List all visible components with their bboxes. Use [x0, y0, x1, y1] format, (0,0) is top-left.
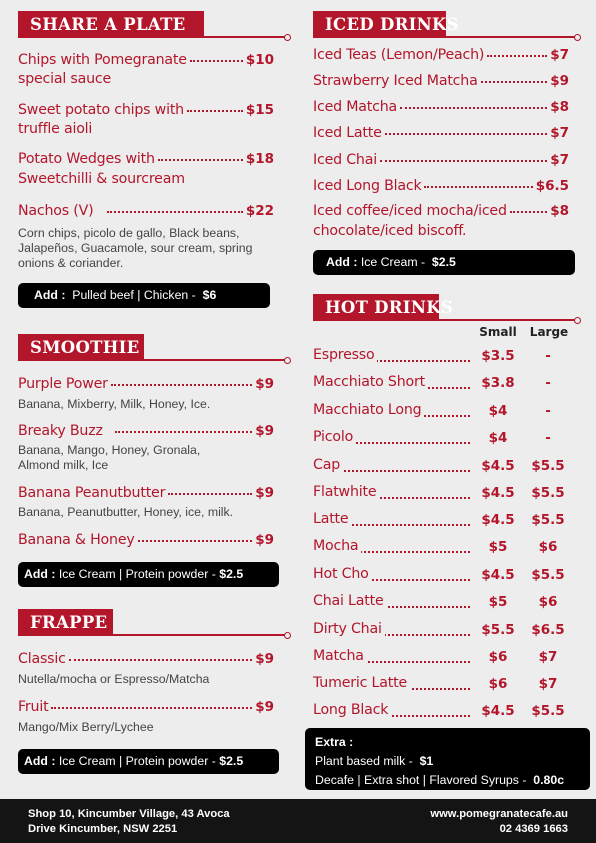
footer-address: Shop 10, Kincumber Village, 43 Avoca Drive Kincumber, NSW 2251 [28, 808, 230, 835]
menu-item-iced-latte: Iced Latte $7 [313, 125, 569, 141]
header-dot-icon [574, 34, 581, 41]
header-dot-icon [284, 357, 291, 364]
menu-item-potato-wedges-cont: Sweetchilli & sourcream [18, 171, 185, 187]
hot-drink-row [313, 374, 573, 394]
hot-drink-small-price: $3.8 [481, 375, 515, 391]
menu-item-sweet-potato: Sweet potato chips with $15 [18, 102, 274, 118]
hot-drink-name: Long Black [313, 702, 391, 718]
menu-item-purple-power-desc: Banana, Mixberry, Milk, Honey, Ice. [18, 397, 211, 411]
menu-item-iced-long-black: Iced Long Black $6.5 [313, 178, 569, 194]
hot-drink-row [313, 511, 573, 531]
hot-drink-small-price: $6 [488, 676, 508, 692]
hot-drink-small-price: $6 [488, 649, 508, 665]
hot-drink-large-price: $6 [538, 594, 558, 610]
hot-drink-name: Hot Cho [313, 566, 372, 582]
hot-drink-large-price: $5.5 [531, 485, 565, 501]
hot-drink-small-price: $4.5 [481, 485, 515, 501]
hot-drink-row [313, 538, 573, 558]
extra-line-2: Decafe | Extra shot | Flavored Syrups - 0.80c [315, 773, 565, 787]
hot-drink-row [313, 566, 573, 586]
hot-drink-row [313, 484, 573, 504]
hot-drink-large-price: $5.5 [531, 458, 565, 474]
hot-drink-name: Mocha [313, 538, 361, 554]
menu-item-iced-chai: Iced Chai $7 [313, 152, 569, 168]
hot-drink-large-price: - [545, 375, 551, 391]
hot-drinks-title: HOT DRINKS [313, 294, 439, 321]
hot-drink-small-price: $4.5 [481, 567, 515, 583]
menu-item-nachos: Nachos (V) $22 [18, 203, 274, 219]
hot-drink-small-price: $5 [488, 594, 508, 610]
iced-drinks-addon-bar: Add : Ice Cream - $2.5 [313, 250, 575, 275]
hot-drink-large-price: $5.5 [531, 512, 565, 528]
hot-drink-row [313, 621, 573, 641]
header-dot-icon [284, 34, 291, 41]
menu-item-iced-matcha: Iced Matcha $8 [313, 99, 569, 115]
footer-website-link[interactable]: www.pomegranatecafe.au [430, 808, 568, 820]
hot-drink-name: Picolo [313, 429, 356, 445]
hot-drink-name: Matcha [313, 648, 367, 664]
menu-item-chips: Chips with Pomegranate $10 [18, 52, 274, 68]
hot-drink-large-price: $5.5 [531, 567, 565, 583]
hot-drink-large-price: - [545, 430, 551, 446]
iced-drinks-header [313, 11, 459, 38]
hot-drink-large-price: $7 [538, 676, 558, 692]
hot-drink-row [313, 702, 573, 722]
smoothie-header [18, 334, 144, 361]
hot-drink-large-price: - [545, 348, 551, 364]
menu-item-strawberry-iced-matcha: Strawberry Iced Matcha $9 [313, 73, 569, 89]
hot-drink-name: Macchiato Long [313, 402, 424, 418]
iced-drinks-title: ICED DRINKS [313, 11, 446, 38]
smoothie-addon-bar: Add : Ice Cream | Protein powder - $2.5 [18, 562, 279, 587]
hot-drink-small-price: $4.5 [481, 512, 515, 528]
menu-item-classic-desc: Nutella/mocha or Espresso/Matcha [18, 672, 210, 686]
header-divider [439, 319, 576, 321]
menu-item-breaky-buzz: Breaky Buzz $9 [18, 423, 274, 439]
hot-drink-row [313, 402, 573, 422]
col-header-large: Large [529, 325, 569, 339]
hot-drink-name: Dirty Chai [313, 621, 385, 637]
hot-drink-name: Espresso [313, 347, 377, 363]
hot-drink-name: Tumeric Latte [313, 675, 410, 691]
menu-item-fruit-desc: Mango/Mix Berry/Lychee [18, 720, 154, 734]
menu-item-iced-coffee: Iced coffee/iced mocha/iced $8 [313, 203, 569, 219]
menu-item-purple-power: Purple Power $9 [18, 376, 274, 392]
hot-drink-row [313, 429, 573, 449]
share-plate-header [18, 11, 204, 38]
hot-drink-large-price: $6 [538, 539, 558, 555]
header-divider [204, 36, 286, 38]
footer-phone: 02 4369 1663 [499, 823, 568, 835]
hot-drink-name: Chai Latte [313, 593, 387, 609]
hot-drinks-header [313, 294, 454, 321]
hot-drink-small-price: $4 [488, 403, 508, 419]
menu-item-chips-cont: special sauce [18, 71, 112, 87]
hot-drink-large-price: $5.5 [531, 703, 565, 719]
share-plate-addon-bar: Add : Pulled beef | Chicken - $6 [18, 283, 270, 308]
header-divider [113, 634, 286, 636]
menu-item-nachos-desc: Corn chips, picolo de gallo, Black beans, Jalapeños, Guacamole, sour cream, spring onions & coriander. [18, 226, 253, 270]
header-dot-icon [284, 632, 291, 639]
header-dot-icon [574, 317, 581, 324]
share-plate-title: SHARE A PLATE [18, 11, 204, 38]
hot-drink-small-price: $5 [488, 539, 508, 555]
frappe-addon-bar: Add : Ice Cream | Protein powder - $2.5 [18, 749, 279, 774]
menu-item-banana-peanutbutter-desc: Banana, Peanutbutter, Honey, ice, milk. [18, 505, 234, 519]
hot-drink-row [313, 593, 573, 613]
hot-drink-large-price: - [545, 403, 551, 419]
hot-drink-large-price: $7 [538, 649, 558, 665]
header-divider [144, 359, 286, 361]
hot-drink-small-price: $5.5 [481, 622, 515, 638]
hot-drink-small-price: $3.5 [481, 348, 515, 364]
footer-contact [430, 807, 568, 837]
col-header-small: Small [479, 325, 517, 339]
frappe-header [18, 609, 113, 636]
menu-item-breaky-buzz-desc: Banana, Mango, Honey, Gronala, Almond milk, Ice [18, 443, 201, 472]
hot-drink-name: Cap [313, 457, 343, 473]
hot-drink-name: Flatwhite [313, 484, 379, 500]
hot-drink-large-price: $6.5 [531, 622, 565, 638]
hot-drink-small-price: $4 [488, 430, 508, 446]
menu-item-iced-teas: Iced Teas (Lemon/Peach) $7 [313, 47, 569, 63]
footer [0, 799, 596, 843]
hot-drink-name: Latte [313, 511, 351, 527]
header-divider [446, 36, 576, 38]
hot-drink-small-price: $4.5 [481, 458, 515, 474]
menu-item-classic: Classic $9 [18, 651, 274, 667]
menu-item-fruit: Fruit $9 [18, 699, 274, 715]
hot-drink-row [313, 347, 573, 367]
hot-drink-row [313, 675, 573, 695]
extra-line-1: Plant based milk - $1 [315, 754, 434, 768]
hot-drinks-extra-box [305, 728, 590, 790]
hot-drink-row [313, 648, 573, 668]
menu-item-sweet-potato-cont: truffle aioli [18, 121, 93, 137]
menu-item-iced-coffee-cont: chocolate/iced biscoff. [313, 223, 467, 239]
extra-label: Extra : [315, 735, 354, 749]
hot-drink-name: Macchiato Short [313, 374, 428, 390]
menu-item-banana-peanutbutter: Banana Peanutbutter $9 [18, 485, 274, 501]
hot-drink-small-price: $4.5 [481, 703, 515, 719]
menu-item-potato-wedges: Potato Wedges with $18 [18, 151, 274, 167]
frappe-title: FRAPPE [18, 609, 113, 636]
smoothie-title: SMOOTHIE [18, 334, 144, 361]
menu-item-banana-honey: Banana & Honey $9 [18, 532, 274, 548]
hot-drink-row [313, 457, 573, 477]
